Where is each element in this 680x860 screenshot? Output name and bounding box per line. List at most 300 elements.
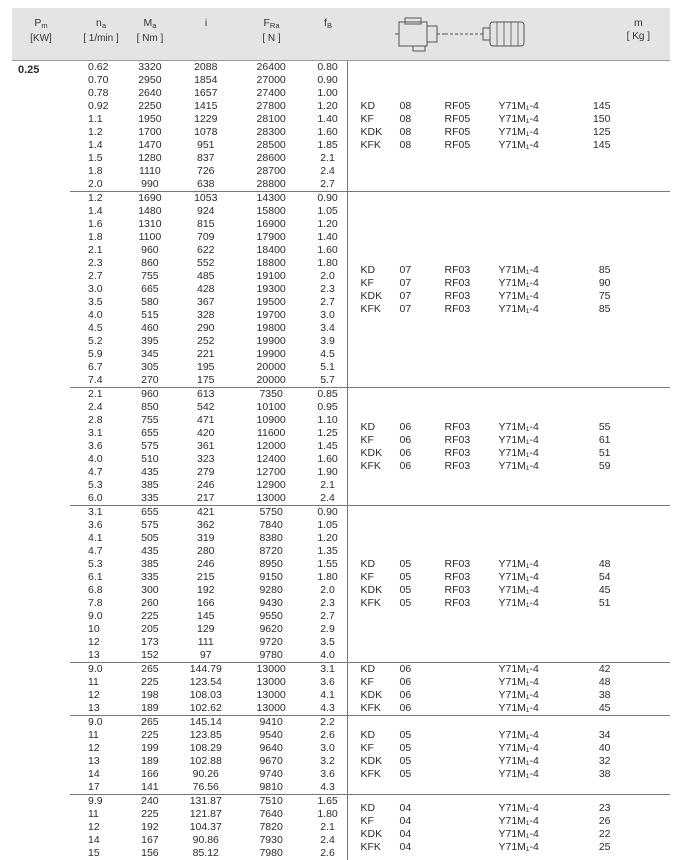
torque-value: 385 [122,479,178,492]
service-factor-value: 1.55 [309,558,347,571]
model-size: 05 [400,755,445,768]
ratio-value: 361 [178,440,234,453]
radial-force-value: 27000 [234,74,309,87]
radial-force-value: 7350 [234,388,309,401]
mass-value: 25 [569,841,611,854]
model-size: 04 [400,802,445,815]
ratio-value: 145.14 [178,716,234,729]
data-row [70,440,347,453]
speed-value: 6.7 [70,361,122,374]
model-row [348,290,671,303]
ratio-value: 1053 [178,192,234,205]
service-factor-value: 2.1 [309,821,347,834]
service-factor-value: 3.4 [309,322,347,335]
ratio-value: 815 [178,218,234,231]
speed-value: 0.62 [70,61,122,74]
model-row [348,460,671,473]
model-row [348,702,671,715]
speed-value: 5.3 [70,558,122,571]
torque-value: 167 [122,834,178,847]
model-type: KF [348,742,400,755]
model-flange [445,676,499,689]
model-row [348,841,671,854]
ratio-value: 90.26 [178,768,234,781]
model-type: KD [348,421,400,434]
model-flange [445,828,499,841]
radial-force-value: 13000 [234,689,309,702]
torque-value: 510 [122,453,178,466]
model-row [348,768,671,781]
model-flange [445,742,499,755]
radial-force-value: 19700 [234,309,309,322]
torque-value: 173 [122,636,178,649]
motor-model: Y71M₁-4 [499,139,569,152]
data-row [70,178,347,191]
speed-value: 1.8 [70,231,122,244]
service-factor-value: 4.3 [309,781,347,794]
speed-value: 9.0 [70,610,122,623]
mass-value: 38 [569,689,611,702]
model-flange: RF03 [445,584,499,597]
torque-value: 270 [122,374,178,387]
speed-value: 2.4 [70,401,122,414]
service-factor-value: 5.7 [309,374,347,387]
service-factor-value: 0.90 [309,192,347,205]
ratio-value: 485 [178,270,234,283]
mass-value: 51 [569,447,611,460]
torque-value: 460 [122,322,178,335]
data-row [70,427,347,440]
radial-force-value: 26400 [234,61,309,74]
speed-value: 0.70 [70,74,122,87]
model-size: 06 [400,676,445,689]
service-factor-value: 1.65 [309,795,347,808]
service-factor-value: 2.9 [309,623,347,636]
service-factor-value: 5.1 [309,361,347,374]
service-factor-value: 1.60 [309,453,347,466]
model-row [348,139,671,152]
torque-value: 960 [122,388,178,401]
torque-value: 335 [122,571,178,584]
motor-model: Y71M₁-4 [499,828,569,841]
speed-value: 12 [70,636,122,649]
ratio-value: 102.62 [178,702,234,715]
model-size: 06 [400,460,445,473]
data-row [70,74,347,87]
model-cell [347,663,670,716]
data-row [70,87,347,100]
radial-force-value: 12400 [234,453,309,466]
mass-value: 145 [569,139,611,152]
ratio-value: 924 [178,205,234,218]
service-factor-value: 1.60 [309,244,347,257]
model-flange: RF03 [445,558,499,571]
radial-force-value: 9410 [234,716,309,729]
service-factor-value: 1.40 [309,231,347,244]
data-row [70,309,347,322]
data-row [70,348,347,361]
ratio-value: 246 [178,479,234,492]
model-size: 07 [400,264,445,277]
service-factor-value: 4.5 [309,348,347,361]
data-row [70,244,347,257]
model-flange [445,729,499,742]
speed-value: 6.0 [70,492,122,505]
model-size: 06 [400,421,445,434]
model-size: 05 [400,558,445,571]
service-factor-value: 3.2 [309,755,347,768]
model-flange: RF03 [445,434,499,447]
motor-model: Y71M₁-4 [499,264,569,277]
radial-force-value: 9810 [234,781,309,794]
service-factor-value: 1.80 [309,257,347,270]
mass-value: 48 [569,558,611,571]
mass-value: 75 [569,290,611,303]
radial-force-value: 28300 [234,126,309,139]
speed-value: 2.1 [70,388,122,401]
radial-force-value: 28700 [234,165,309,178]
data-row [70,597,347,610]
model-row [348,421,671,434]
data-row [70,558,347,571]
model-type: KD [348,100,400,113]
service-factor-value: 1.05 [309,519,347,532]
service-factor-value: 4.0 [309,649,347,662]
data-row [70,821,347,834]
service-factor-value: 1.60 [309,126,347,139]
motor-model: Y71M₁-4 [499,558,569,571]
table-group [12,716,670,795]
mass-value: 40 [569,742,611,755]
model-row [348,742,671,755]
header-service-factor: $f_B$ [309,8,347,45]
model-flange: RF05 [445,100,499,113]
mass-value: 145 [569,100,611,113]
data-row [70,165,347,178]
speed-value: 1.2 [70,192,122,205]
radial-force-value: 27400 [234,87,309,100]
torque-value: 166 [122,768,178,781]
model-row [348,663,671,676]
speed-value: 13 [70,702,122,715]
radial-force-value: 7980 [234,847,309,860]
ratio-value: 121.87 [178,808,234,821]
radial-force-value: 12900 [234,479,309,492]
data-row [70,152,347,165]
model-flange [445,755,499,768]
torque-value: 225 [122,610,178,623]
data-row [70,584,347,597]
speed-value: 3.6 [70,440,122,453]
torque-value: 515 [122,309,178,322]
service-factor-value: 1.85 [309,139,347,152]
service-factor-value: 2.4 [309,834,347,847]
model-row [348,676,671,689]
torque-value: 300 [122,584,178,597]
radial-force-value: 10100 [234,401,309,414]
service-factor-value: 0.85 [309,388,347,401]
service-factor-value: 2.6 [309,729,347,742]
ratio-value: 328 [178,309,234,322]
data-row [70,506,347,519]
mass-value: 23 [569,802,611,815]
model-type: KFK [348,139,400,152]
model-size: 04 [400,841,445,854]
model-size: 05 [400,597,445,610]
data-row [70,466,347,479]
radial-force-value: 8720 [234,545,309,558]
service-factor-value: 2.3 [309,283,347,296]
model-row [348,689,671,702]
mass-value: 26 [569,815,611,828]
data-row [70,335,347,348]
speed-value: 3.5 [70,296,122,309]
model-cell [347,716,670,795]
data-row [70,636,347,649]
speed-value: 2.0 [70,178,122,191]
model-type: KDK [348,755,400,768]
mass-value: 61 [569,434,611,447]
model-size: 04 [400,815,445,828]
data-row [70,126,347,139]
ratio-value: 290 [178,322,234,335]
torque-value: 860 [122,257,178,270]
mass-value: 51 [569,597,611,610]
radial-force-value: 7640 [234,808,309,821]
mass-value: 22 [569,828,611,841]
torque-value: 850 [122,401,178,414]
ratio-value: 613 [178,388,234,401]
torque-value: 580 [122,296,178,309]
ratio-value: 129 [178,623,234,636]
model-type: KDK [348,828,400,841]
speed-value: 7.4 [70,374,122,387]
model-size: 04 [400,828,445,841]
model-cell [347,506,670,663]
radial-force-value: 9540 [234,729,309,742]
motor-model: Y71M₁-4 [499,729,569,742]
data-row [70,663,347,676]
speed-value: 3.1 [70,506,122,519]
service-factor-value: 2.4 [309,165,347,178]
speed-value: 12 [70,821,122,834]
torque-value: 2950 [122,74,178,87]
ratio-value: 123.54 [178,676,234,689]
service-factor-value: 2.0 [309,270,347,283]
mass-value: 54 [569,571,611,584]
data-row [70,453,347,466]
mass-value: 55 [569,421,611,434]
model-type: KFK [348,841,400,854]
speed-value: 11 [70,676,122,689]
motor-model: Y71M₁-4 [499,584,569,597]
model-type: KFK [348,303,400,316]
data-row [70,532,347,545]
service-factor-value: 1.10 [309,414,347,427]
model-flange: RF03 [445,460,499,473]
mass-value: 42 [569,663,611,676]
torque-value: 435 [122,466,178,479]
data-row [70,296,347,309]
ratio-value: 252 [178,335,234,348]
ratio-value: 90.86 [178,834,234,847]
radial-force-value: 13000 [234,492,309,505]
radial-force-value: 9150 [234,571,309,584]
ratio-value: 166 [178,597,234,610]
motor-model: Y71M₁-4 [499,702,569,715]
ratio-value: 145 [178,610,234,623]
service-factor-value: 1.80 [309,808,347,821]
data-row [70,649,347,662]
service-factor-value: 2.7 [309,296,347,309]
radial-force-value: 8950 [234,558,309,571]
model-row [348,558,671,571]
motor-model: Y71M₁-4 [499,126,569,139]
data-row [70,374,347,387]
motor-model: Y71M₁-4 [499,434,569,447]
mass-value: 45 [569,584,611,597]
header-ratio: i [178,8,234,45]
data-row [70,283,347,296]
torque-value: 1310 [122,218,178,231]
data-row [70,519,347,532]
model-row [348,113,671,126]
speed-value: 2.7 [70,270,122,283]
speed-value: 14 [70,768,122,781]
speed-value: 11 [70,808,122,821]
model-row [348,447,671,460]
model-row [348,802,671,815]
ratio-value: 1078 [178,126,234,139]
ratio-value: 726 [178,165,234,178]
torque-value: 1480 [122,205,178,218]
model-size: 06 [400,663,445,676]
data-row [70,571,347,584]
model-size: 06 [400,702,445,715]
torque-value: 1470 [122,139,178,152]
torque-value: 505 [122,532,178,545]
data-row [70,716,347,729]
model-size: 07 [400,290,445,303]
data-row [70,231,347,244]
model-type: KD [348,729,400,742]
radial-force-value: 9640 [234,742,309,755]
speed-value: 0.78 [70,87,122,100]
torque-value: 225 [122,729,178,742]
speed-value: 3.1 [70,427,122,440]
speed-value: 9.9 [70,795,122,808]
torque-value: 385 [122,558,178,571]
torque-value: 1950 [122,113,178,126]
speed-value: 6.8 [70,584,122,597]
model-flange: RF03 [445,290,499,303]
ratio-value: 709 [178,231,234,244]
model-size: 07 [400,303,445,316]
mass-value: 34 [569,729,611,742]
ratio-value: 1229 [178,113,234,126]
service-factor-value: 2.4 [309,492,347,505]
mass-value: 150 [569,113,611,126]
data-row [70,492,347,505]
model-flange [445,768,499,781]
mass-value: 32 [569,755,611,768]
service-factor-value: 1.20 [309,532,347,545]
ratio-value: 542 [178,401,234,414]
speed-value: 1.1 [70,113,122,126]
speed-value: 1.6 [70,218,122,231]
service-factor-value: 1.90 [309,466,347,479]
model-size: 06 [400,689,445,702]
data-cell [70,61,347,192]
radial-force-value: 28800 [234,178,309,191]
service-factor-value: 3.0 [309,309,347,322]
header-torque: $M_a$ [ Nm ] [122,8,178,45]
ratio-value: 217 [178,492,234,505]
speed-value: 4.5 [70,322,122,335]
service-factor-value: 1.05 [309,205,347,218]
motor-model: Y71M₁-4 [499,571,569,584]
model-cell [347,795,670,860]
model-size: 05 [400,571,445,584]
torque-value: 755 [122,414,178,427]
torque-value: 755 [122,270,178,283]
model-row [348,264,671,277]
data-row [70,808,347,821]
model-flange [445,689,499,702]
data-row [70,192,347,205]
model-size: 05 [400,768,445,781]
radial-force-value: 9720 [234,636,309,649]
model-row [348,755,671,768]
service-factor-value: 3.6 [309,676,347,689]
data-cell [70,716,347,795]
mass-value: 45 [569,702,611,715]
model-flange: RF03 [445,597,499,610]
data-row [70,781,347,794]
model-row [348,303,671,316]
service-factor-value: 1.35 [309,545,347,558]
ratio-value: 323 [178,453,234,466]
speed-value: 2.3 [70,257,122,270]
radial-force-value: 13000 [234,702,309,715]
data-cell [70,795,347,860]
service-factor-value: 2.0 [309,584,347,597]
speed-value: 6.1 [70,571,122,584]
ratio-value: 552 [178,257,234,270]
speed-value: 4.0 [70,453,122,466]
data-row [70,322,347,335]
ratio-value: 1657 [178,87,234,100]
ratio-value: 123.85 [178,729,234,742]
speed-value: 11 [70,729,122,742]
service-factor-value: 2.7 [309,178,347,191]
service-factor-value: 2.7 [309,610,347,623]
selection-table [12,8,670,860]
torque-value: 141 [122,781,178,794]
model-type: KD [348,802,400,815]
model-size: 06 [400,434,445,447]
motor-model: Y71M₁-4 [499,815,569,828]
radial-force-value: 13000 [234,676,309,689]
motor-model: Y71M₁-4 [499,447,569,460]
table-header [12,8,670,61]
motor-model: Y71M₁-4 [499,663,569,676]
speed-value: 5.9 [70,348,122,361]
model-type: KF [348,113,400,126]
speed-value: 1.4 [70,205,122,218]
torque-value: 2250 [122,100,178,113]
ratio-value: 319 [178,532,234,545]
